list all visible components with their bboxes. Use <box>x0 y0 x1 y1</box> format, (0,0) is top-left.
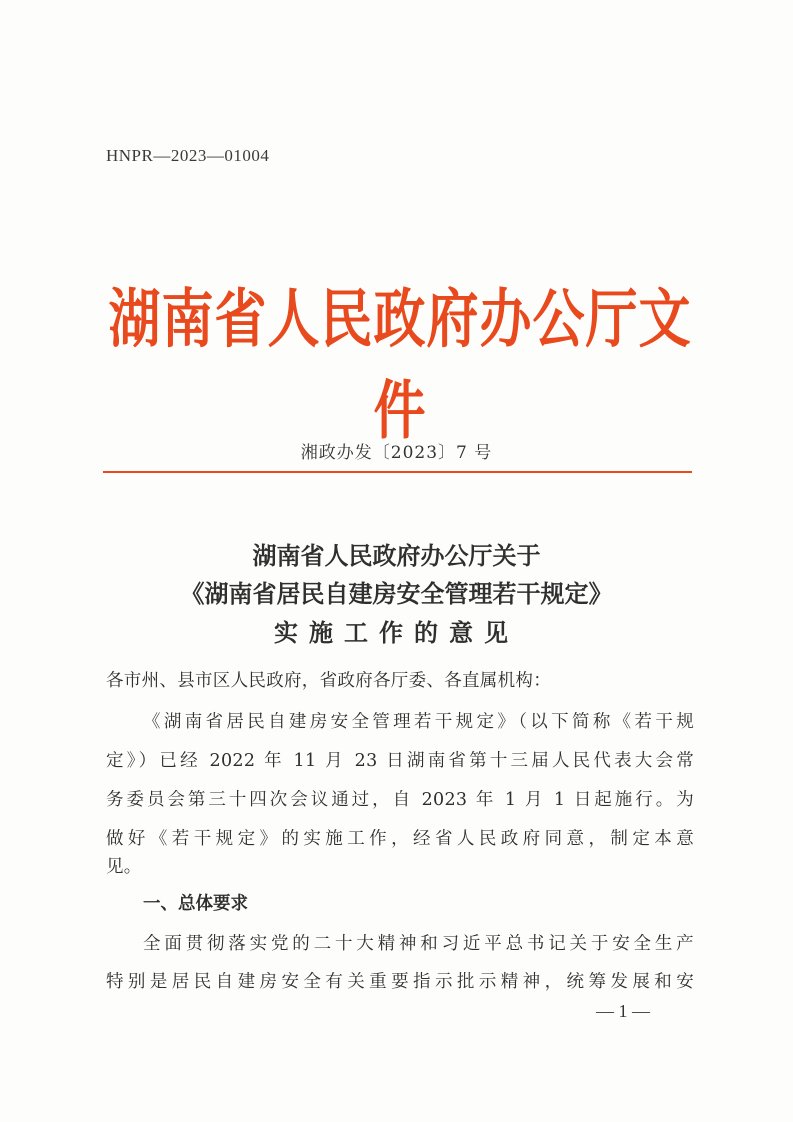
paragraph-line: 定》）已经 2022 年 11 月 23 日湖南省第十三届人民代表大会常 <box>106 751 694 771</box>
document-title-line-3: 实施工作的意见 <box>274 618 519 647</box>
document-code: HNPR—2023—01004 <box>106 146 270 165</box>
paragraph-line: 全面贯彻落实党的二十大精神和习近平总书记关于安全生产 <box>143 934 694 954</box>
issue-number: 湘政办发〔2023〕7 号 <box>300 443 493 463</box>
section-heading: 一、总体要求 <box>143 894 248 914</box>
page-number: — 1 — <box>596 1001 650 1021</box>
addressee-line: 各市州、县市区人民政府，省政府各厅委、各直属机构： <box>106 671 551 691</box>
paragraph-line: 务委员会第三十四次会议通过，自 2023 年 1 月 1 日起施行。为 <box>106 790 694 810</box>
document-title-line-1: 湖南省人民政府办公厅关于 <box>252 541 541 570</box>
issuer-banner: 湖南省人民政府办公厅文件 <box>108 283 692 449</box>
paragraph-line: 《湖南省居民自建房安全管理若干规定》（以下简称《若干规 <box>143 712 694 732</box>
document-title-line-2: 《湖南省居民自建房安全管理若干规定》 <box>180 579 613 608</box>
paragraph-line: 做好《若干规定》的实施工作，经省人民政府同意，制定本意 <box>106 829 694 849</box>
paragraph-line: 见。 <box>106 857 142 877</box>
paragraph-line: 特别是居民自建房安全有关重要指示批示精神，统筹发展和安 <box>106 972 694 992</box>
red-separator-line <box>103 471 692 473</box>
